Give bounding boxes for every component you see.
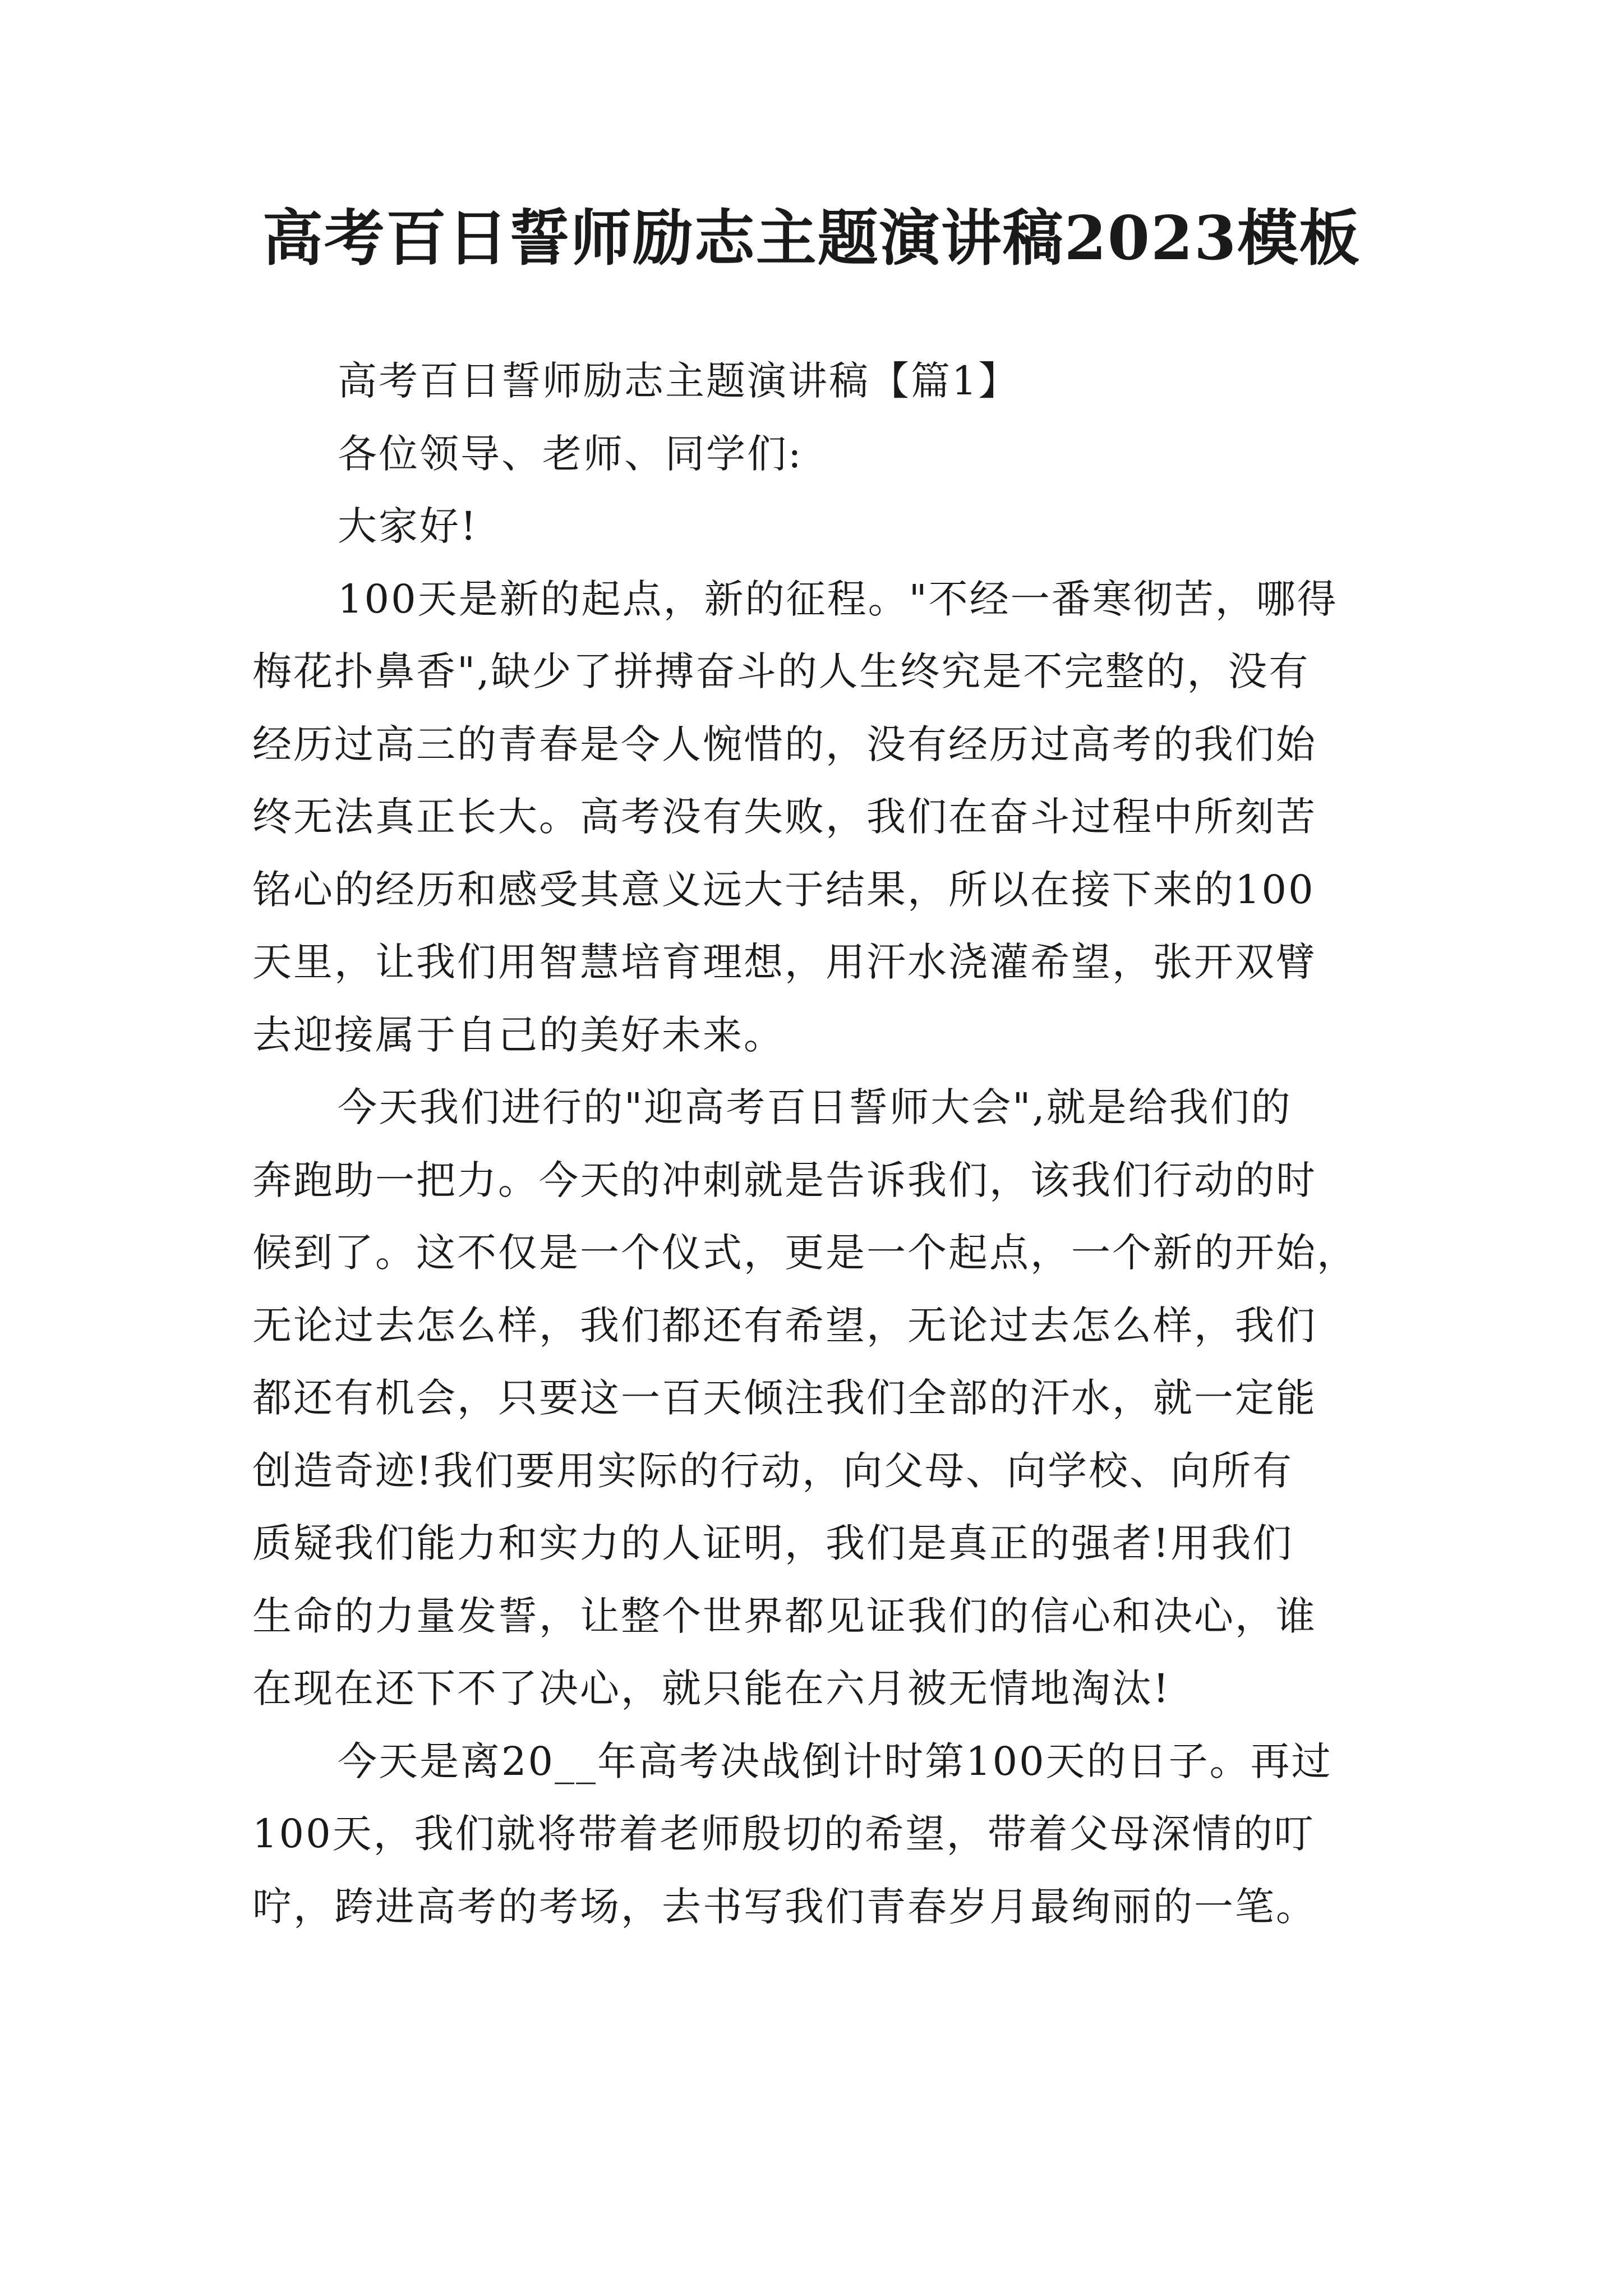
text-line: 各位领导、老师、同学们: — [338, 430, 803, 477]
text-line: 100天是新的起点，新的征程。"不经一番寒彻苦，哪得 — [338, 576, 1338, 622]
text-line: 质疑我们能力和实力的人证明，我们是真正的强者!用我们 — [252, 1520, 1294, 1566]
text-line: 梅花扑鼻香",缺少了拼搏奋斗的人生终究是不完整的，没有 — [252, 648, 1310, 694]
text-line: 高考百日誓师励志主题演讲稿【篇1】 — [338, 358, 1020, 404]
text-line: 终无法真正长大。高考没有失败，我们在奋斗过程中所刻苦 — [252, 794, 1317, 840]
text-line: 经历过高三的青春是令人惋惜的，没有经历过高考的我们始 — [252, 721, 1317, 767]
text-line: 咛，跨进高考的考场，去书写我们青春岁月最绚丽的一笔。 — [252, 1883, 1317, 1930]
text-line: 天里，让我们用智慧培育理想，用汗水浇灌希望，张开双臂 — [252, 939, 1317, 985]
text-line: 在现在还下不了决心，就只能在六月被无情地淘汰! — [252, 1665, 1171, 1711]
text-line: 今天是离20__年高考决战倒计时第100天的日子。再过 — [338, 1738, 1332, 1784]
text-line: 铭心的经历和感受其意义远大于结果，所以在接下来的100 — [252, 866, 1315, 913]
text-line: 无论过去怎么样，我们都还有希望，无论过去怎么样，我们 — [252, 1302, 1317, 1349]
text-line: 生命的力量发誓，让整个世界都见证我们的信心和决心，谁 — [252, 1593, 1317, 1639]
text-line: 奔跑助一把力。今天的冲刺就是告诉我们，该我们行动的时 — [252, 1157, 1317, 1203]
text-line: 都还有机会，只要这一百天倾注我们全部的汗水，就一定能 — [252, 1375, 1317, 1421]
text-line: 大家好! — [338, 503, 478, 549]
document-title: 高考百日誓师励志主题演讲稿2023模板 — [262, 203, 1361, 274]
text-line: 今天我们进行的"迎高考百日誓师大会",就是给我们的 — [338, 1084, 1292, 1130]
text-line: 创造奇迹!我们要用实际的行动，向父母、向学校、向所有 — [252, 1447, 1294, 1494]
text-line: 去迎接属于自己的美好未来。 — [252, 1011, 785, 1058]
text-line: 100天，我们就将带着老师殷切的希望，带着父母深情的叮 — [252, 1811, 1315, 1857]
document-body — [252, 345, 1385, 1943]
text-line: 候到了。这不仅是一个仪式，更是一个起点，一个新的开始， — [252, 1230, 1358, 1276]
